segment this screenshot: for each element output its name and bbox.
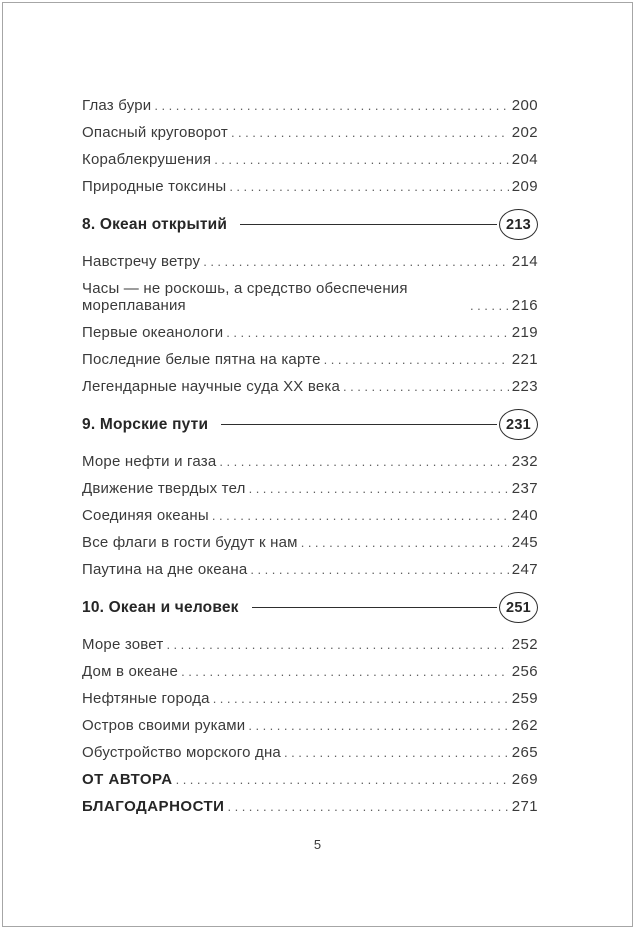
toc-entry bbox=[82, 480, 538, 497]
circled-page-number bbox=[499, 409, 538, 440]
toc-entry bbox=[82, 690, 538, 707]
toc-section-header bbox=[82, 409, 538, 440]
toc-entry-title: ОТ АВТОРА bbox=[82, 771, 173, 788]
dot-leader bbox=[227, 798, 508, 815]
toc-section-10 bbox=[82, 592, 538, 761]
dot-leader bbox=[229, 178, 508, 195]
toc-entry-title: Море нефти и газа bbox=[82, 453, 217, 470]
toc-entry-page: 209 bbox=[511, 178, 538, 195]
toc-entry-title: Движение твердых тел bbox=[82, 480, 246, 497]
toc-entry bbox=[82, 324, 538, 341]
toc-entry-page: 237 bbox=[511, 480, 538, 497]
dot-leader bbox=[219, 453, 508, 470]
toc-entry-title: Остров своими руками bbox=[82, 717, 246, 734]
toc-entry bbox=[82, 178, 538, 195]
toc-entry-author-note bbox=[82, 771, 538, 788]
toc-section-page: 213 bbox=[505, 216, 532, 233]
dot-leader bbox=[248, 717, 508, 734]
toc-entry bbox=[82, 97, 538, 114]
dot-leader bbox=[214, 151, 509, 168]
toc-section-page: 251 bbox=[505, 599, 532, 616]
dot-leader bbox=[249, 480, 509, 497]
toc-entry-title: Паутина на дне океана bbox=[82, 561, 248, 578]
dot-leader bbox=[470, 297, 509, 314]
dot-leader bbox=[301, 534, 509, 551]
toc-entry-title: Природные токсины bbox=[82, 178, 227, 195]
toc-entry bbox=[82, 151, 538, 168]
toc-entry-title: Все флаги в гости будут к нам bbox=[82, 534, 298, 551]
toc-entry-title: Дом в океане bbox=[82, 663, 179, 680]
toc-entry-title: Глаз бури bbox=[82, 97, 152, 114]
toc-entry-page: 232 bbox=[511, 453, 538, 470]
toc-entry bbox=[82, 744, 538, 761]
toc-entry-page: 214 bbox=[511, 253, 538, 270]
dot-leader bbox=[343, 378, 509, 395]
toc-entry bbox=[82, 124, 538, 141]
dot-leader bbox=[226, 324, 508, 341]
section-rule-line bbox=[221, 424, 497, 425]
toc-entry-page: 202 bbox=[511, 124, 538, 141]
toc-section-title: 10. Океан и человек bbox=[82, 598, 239, 616]
toc-entry-title: Кораблекрушения bbox=[82, 151, 212, 168]
toc-entry-page: 256 bbox=[511, 663, 538, 680]
toc-entry bbox=[82, 378, 538, 395]
circled-page-number bbox=[499, 209, 538, 240]
toc-entry-title: Легендарные научные суда XX века bbox=[82, 378, 341, 395]
toc-entry-page: 216 bbox=[511, 297, 538, 314]
dot-leader bbox=[203, 253, 509, 270]
toc-entry-page: 247 bbox=[511, 561, 538, 578]
toc-entry-title: Опасный круговорот bbox=[82, 124, 228, 141]
toc-entry-acknowledgements bbox=[82, 798, 538, 815]
toc-section-header bbox=[82, 592, 538, 623]
toc-entry-page: 271 bbox=[511, 798, 538, 815]
toc-section-title: 9. Морские пути bbox=[82, 415, 209, 433]
toc-entry-page: 200 bbox=[511, 97, 538, 114]
toc-entry bbox=[82, 280, 538, 314]
toc-entry-title: БЛАГОДАРНОСТИ bbox=[82, 798, 225, 815]
section-rule-line bbox=[240, 224, 497, 225]
dot-leader bbox=[231, 124, 509, 141]
toc-entry-page: 252 bbox=[511, 636, 538, 653]
dot-leader bbox=[181, 663, 509, 680]
toc-entry bbox=[82, 717, 538, 734]
toc-entry-page: 269 bbox=[511, 771, 538, 788]
toc-section-header bbox=[82, 209, 538, 240]
toc-entry-page: 204 bbox=[511, 151, 538, 168]
table-of-contents bbox=[82, 97, 538, 825]
toc-entry bbox=[82, 534, 538, 551]
toc-entry-title: Навстречу ветру bbox=[82, 253, 201, 270]
dot-leader bbox=[324, 351, 509, 368]
toc-entry-title: Обустройство морского дна bbox=[82, 744, 281, 761]
dot-leader bbox=[250, 561, 508, 578]
toc-entry bbox=[82, 253, 538, 270]
dot-leader bbox=[154, 97, 508, 114]
page-number: 5 bbox=[313, 837, 322, 852]
toc-entry-page: 219 bbox=[511, 324, 538, 341]
section-rule-line bbox=[252, 607, 497, 608]
toc-entry bbox=[82, 453, 538, 470]
toc-entry-page: 245 bbox=[511, 534, 538, 551]
toc-entry-page: 259 bbox=[511, 690, 538, 707]
dot-leader bbox=[166, 636, 508, 653]
dot-leader bbox=[212, 507, 509, 524]
toc-entry-page: 221 bbox=[511, 351, 538, 368]
toc-section-8 bbox=[82, 209, 538, 395]
toc-entry-page: 262 bbox=[511, 717, 538, 734]
toc-entry-title: Первые океанологи bbox=[82, 324, 224, 341]
toc-entry bbox=[82, 636, 538, 653]
toc-entry bbox=[82, 561, 538, 578]
toc-entry-title: Соединяя океаны bbox=[82, 507, 209, 524]
toc-entry bbox=[82, 351, 538, 368]
toc-entry-page: 223 bbox=[511, 378, 538, 395]
toc-section-page: 231 bbox=[505, 416, 532, 433]
dot-leader bbox=[284, 744, 509, 761]
toc-entry bbox=[82, 507, 538, 524]
toc-entry-title: Нефтяные города bbox=[82, 690, 210, 707]
toc-entry bbox=[82, 663, 538, 680]
circled-page-number bbox=[499, 592, 538, 623]
toc-entry-title: Море зовет bbox=[82, 636, 164, 653]
toc-entry-page: 265 bbox=[511, 744, 538, 761]
toc-entry-page: 240 bbox=[511, 507, 538, 524]
toc-section-9 bbox=[82, 409, 538, 578]
toc-section-title: 8. Океан открытий bbox=[82, 215, 228, 233]
dot-leader bbox=[176, 771, 509, 788]
toc-entry-title: Часы — не роскошь, а средство обеспечения мореплавания bbox=[82, 280, 408, 314]
dot-leader bbox=[213, 690, 509, 707]
toc-entry-title: Последние белые пятна на карте bbox=[82, 351, 321, 368]
